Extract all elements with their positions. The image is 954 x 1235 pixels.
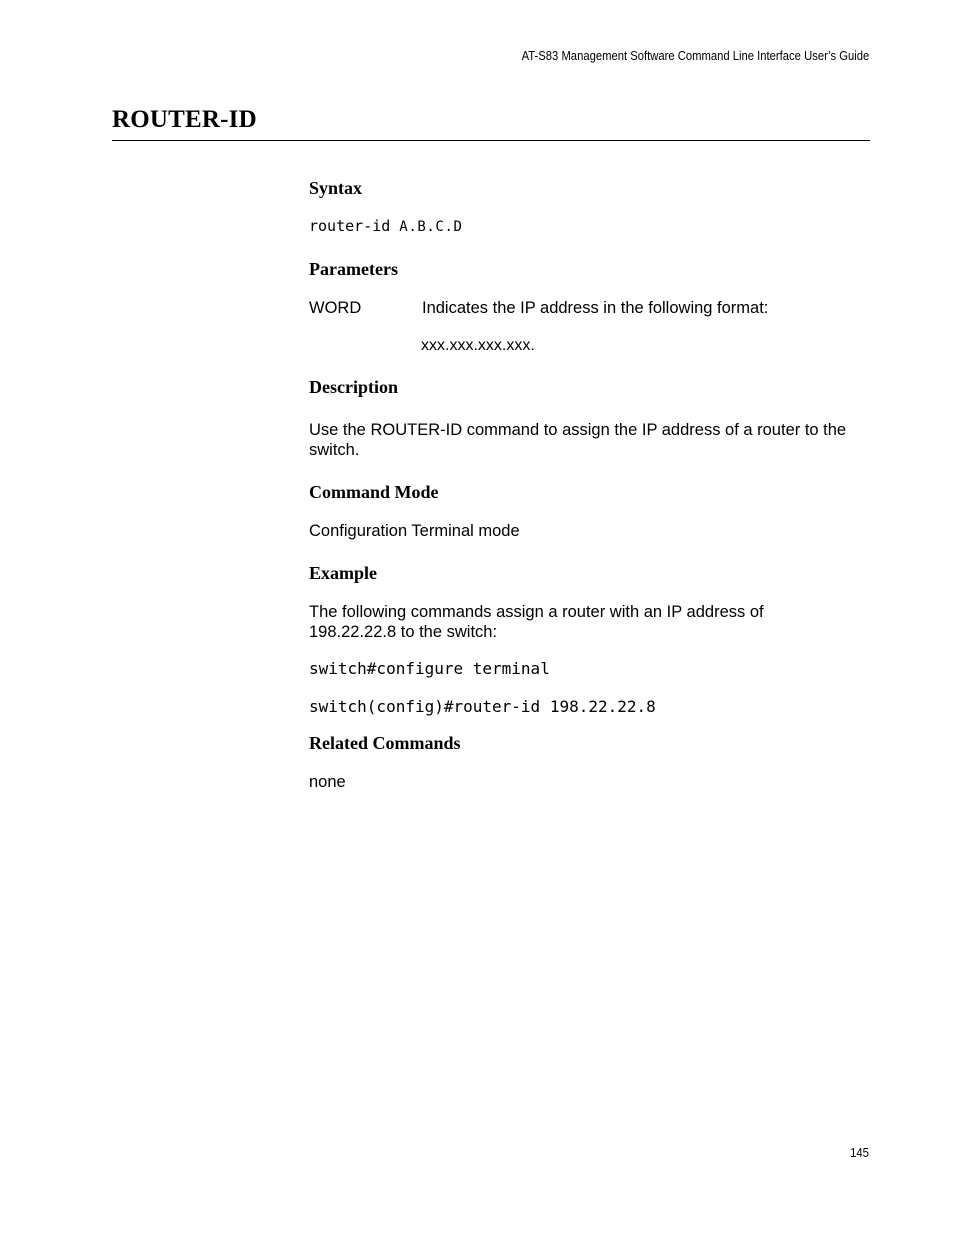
command-mode-heading: Command Mode: [309, 482, 439, 502]
example-heading: Example: [309, 563, 378, 583]
syntax-heading: Syntax: [309, 178, 363, 198]
syntax-argument: A.B.C.D: [390, 219, 463, 235]
related-commands-heading: Related Commands: [309, 733, 461, 753]
title-rule: [112, 140, 870, 141]
description-heading: Description: [309, 377, 398, 397]
running-header: AT-S83 Management Software Command Line Interface User’s Guide: [521, 49, 869, 63]
description-text: Use the ROUTER-ID command to assign the IP address of a router to the switch.: [309, 421, 847, 459]
command-mode-text: Configuration Terminal mode: [309, 522, 520, 540]
syntax-line: [309, 217, 463, 235]
example-command: switch(config)#router-id 198.22.22.8: [309, 697, 656, 716]
parameter-definition: Indicates the IP address in the following format:: [422, 299, 769, 317]
syntax-command: router-id: [309, 217, 391, 235]
page-number: 145: [850, 1146, 869, 1160]
page-title: ROUTER-ID: [112, 106, 257, 133]
related-commands-text: none: [309, 773, 346, 791]
parameter-term: WORD: [309, 299, 362, 317]
parameters-heading: Parameters: [309, 259, 398, 279]
parameter-format: xxx.xxx.xxx.xxx.: [421, 337, 535, 354]
example-command: switch#configure terminal: [309, 659, 550, 678]
example-text: The following commands assign a router with an IP address of 198.22.22.8 to the switch:: [309, 603, 764, 641]
